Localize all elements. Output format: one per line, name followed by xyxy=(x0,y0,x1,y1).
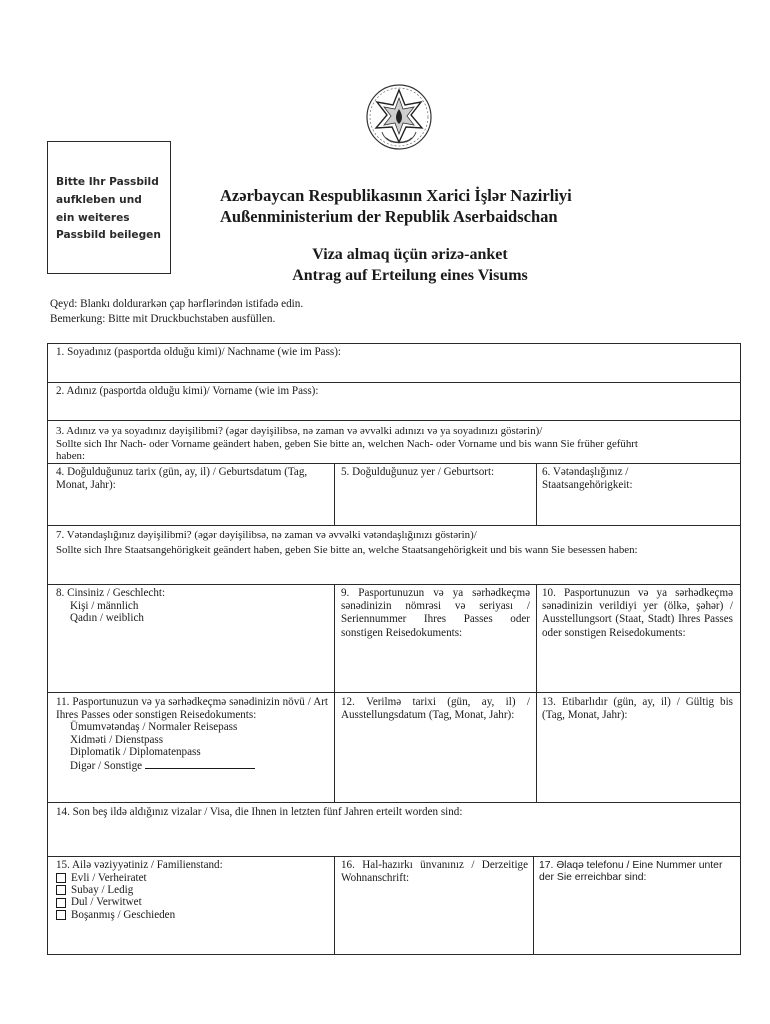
field-passport-type xyxy=(56,696,328,773)
passport-type-option-service[interactable]: Xidməti / Dienstpass xyxy=(70,733,164,746)
field-current-address-label: 16. Hal-hazırkı ünvanınız / Derzeitige Wohnanschrift: xyxy=(341,859,528,884)
sex-option-female[interactable]: Qadın / weiblich xyxy=(70,612,144,625)
fill-instruction xyxy=(50,297,303,327)
marital-option-married[interactable] xyxy=(56,872,328,884)
checkbox[interactable] xyxy=(56,910,66,920)
row-divider xyxy=(47,420,741,421)
field-surname-label: 1. Soyadınız (pasportda olduğu kimi)/ Nachname (wie im Pass): xyxy=(56,346,341,358)
ministry-name-az: Azərbaycan Respublikasının Xarici İşlər Nazirliyi xyxy=(220,186,572,205)
field-passport-number-label: 9. Pasportunuzun və ya sərhədkeçmə sənədinizin nömrəsi və seriyası / Seriennummer Ihres Passes oder sonstigen Reisedokuments: xyxy=(341,587,530,639)
photo-instruction-line: Passbild beilegen xyxy=(56,229,161,242)
field-citizenship-change-line: 7. Vətəndaşlığınız dəyişilibmi? (əgər dəyişilibsə, nə zaman və əvvəlki vətəndaşlığınızı göstərin)/ xyxy=(56,529,477,541)
field-surname-input[interactable] xyxy=(48,358,740,381)
field-sex xyxy=(56,587,328,625)
marital-option-label: Boşanmış / Geschieden xyxy=(71,908,176,921)
column-divider xyxy=(536,584,537,802)
passport-type-other-input[interactable] xyxy=(145,759,255,769)
field-given-name-input[interactable] xyxy=(48,397,740,419)
field-marital-status xyxy=(56,859,328,921)
column-divider xyxy=(334,463,335,525)
marital-option-widowed[interactable] xyxy=(56,896,328,908)
field-citizenship-change-line: Sollte sich Ihre Staatsangehörigkeit geändert haben, geben Sie bitte an, welche Staatsangehörigkeit und bis wann Sie besessen haben: xyxy=(56,543,638,556)
field-name-change-line: Sollte sich Ihr Nach- oder Vorname geändert haben, geben Sie bitte an, welchen Nach- oder Vorname und bis wann Sie früher geführt xyxy=(56,437,638,450)
field-given-name-label: 2. Adınız (pasportda olduğu kimi)/ Vorname (wie im Pass): xyxy=(56,385,319,397)
field-previous-visas-label: 14. Son beş ildə aldığınız vizalar / Visa, die Ihnen in letzten fünf Jahren erteilt worden sind: xyxy=(56,806,463,818)
field-name-change-line: 3. Adınız və ya soyadınız dəyişilibmi? (əgər dəyişilibsə, nə zaman və əvvəlki adınızı və ya soyadınızı göstərin)/ xyxy=(56,425,543,437)
marital-option-label: Dul / Verwitwet xyxy=(71,896,142,909)
field-passport-type-label: 11. Pasportunuzun və ya sərhədkeçmə sənədinizin növü / Art Ihres Passes oder sonstigen Reisedokuments: xyxy=(56,696,328,721)
column-divider xyxy=(334,856,335,955)
passport-type-other-text: Digər / Sonstige xyxy=(70,759,143,772)
marital-option-label: Evli / Verheiratet xyxy=(71,871,147,884)
passport-type-option-normal[interactable]: Ümumvətəndaş / Normaler Reisepass xyxy=(70,721,238,734)
photo-instruction-line: Bitte Ihr Passbild xyxy=(56,176,159,188)
column-divider xyxy=(334,584,335,802)
field-previous-visas-input[interactable] xyxy=(48,820,740,855)
field-birthplace-label: 5. Doğulduğunuz yer / Geburtsort: xyxy=(341,466,495,478)
field-birthdate-label: 4. Doğulduğunuz tarix (gün, ay, il) / Geburtsdatum (Tag, Monat, Jahr): xyxy=(56,466,308,491)
photo-instruction-line: aufkleben und xyxy=(56,193,142,206)
field-name-change-label xyxy=(56,425,638,463)
row-divider xyxy=(47,856,741,857)
field-marital-status-label: 15. Ailə vəziyyətiniz / Familienstand: xyxy=(56,859,223,871)
column-divider xyxy=(536,463,537,525)
row-divider xyxy=(47,525,741,526)
sex-option-male[interactable]: Kişi / männlich xyxy=(70,599,139,612)
form-title-az: Viza almaq üçün ərizə-anket xyxy=(312,246,508,263)
state-emblem-icon xyxy=(364,82,434,152)
form-title xyxy=(230,244,590,286)
field-valid-until-label: 13. Etibarlıdır (gün, ay, il) / Gültig bis (Tag, Monat, Jahr): xyxy=(542,696,733,721)
passport-type-option-other[interactable] xyxy=(56,759,328,773)
ministry-heading xyxy=(220,185,572,227)
field-name-change-line: haben: xyxy=(56,450,86,463)
row-divider xyxy=(47,463,741,464)
photo-instruction-line: ein weiteres xyxy=(56,211,130,224)
field-sex-label: 8. Cinsiniz / Geschlecht: xyxy=(56,587,166,599)
checkbox[interactable] xyxy=(56,898,66,908)
fill-instruction-az: Qeyd: Blankı doldurarkən çap hərflərindən istifadə edin. xyxy=(50,298,304,310)
field-citizenship-label: 6. Vətəndaşlığınız / Staatsangehörigkeit: xyxy=(542,466,633,491)
row-divider xyxy=(47,584,741,585)
row-divider xyxy=(47,692,741,693)
form-title-de: Antrag auf Erteilung eines Visums xyxy=(292,267,528,284)
field-passport-issue-place-label: 10. Pasportunuzun və ya sərhədkeçmə sənədinizin verildiyi yer (ölkə, şəhər) / Ausstellungsort (Staat, Stadt) Ihres Passes oder sonstigen Reisedokuments: xyxy=(542,587,733,639)
fill-instruction-de: Bemerkung: Bitte mit Druckbuchstaben ausfüllen. xyxy=(50,313,276,325)
field-citizenship-change-label xyxy=(56,529,638,556)
marital-option-divorced[interactable] xyxy=(56,909,328,921)
row-divider xyxy=(47,382,741,383)
photo-instruction xyxy=(56,174,168,245)
passport-type-option-diplomatic[interactable]: Diplomatik / Diplomatenpass xyxy=(70,746,201,759)
ministry-name-de: Außenministerium der Republik Aserbaidschan xyxy=(220,207,558,226)
marital-option-single[interactable] xyxy=(56,884,328,896)
field-phone-label: 17. Əlaqə telefonu / Eine Nummer unter der Sie erreichbar sind: xyxy=(539,860,723,884)
checkbox[interactable] xyxy=(56,885,66,895)
field-issue-date-label: 12. Verilmə tarixi (gün, ay, il) / Ausstellungsdatum (Tag, Monat, Jahr): xyxy=(341,696,530,721)
marital-option-label: Subay / Ledig xyxy=(71,883,134,896)
checkbox[interactable] xyxy=(56,873,66,883)
row-divider xyxy=(47,802,741,803)
photo-placeholder-box xyxy=(47,141,171,274)
column-divider xyxy=(533,856,534,955)
